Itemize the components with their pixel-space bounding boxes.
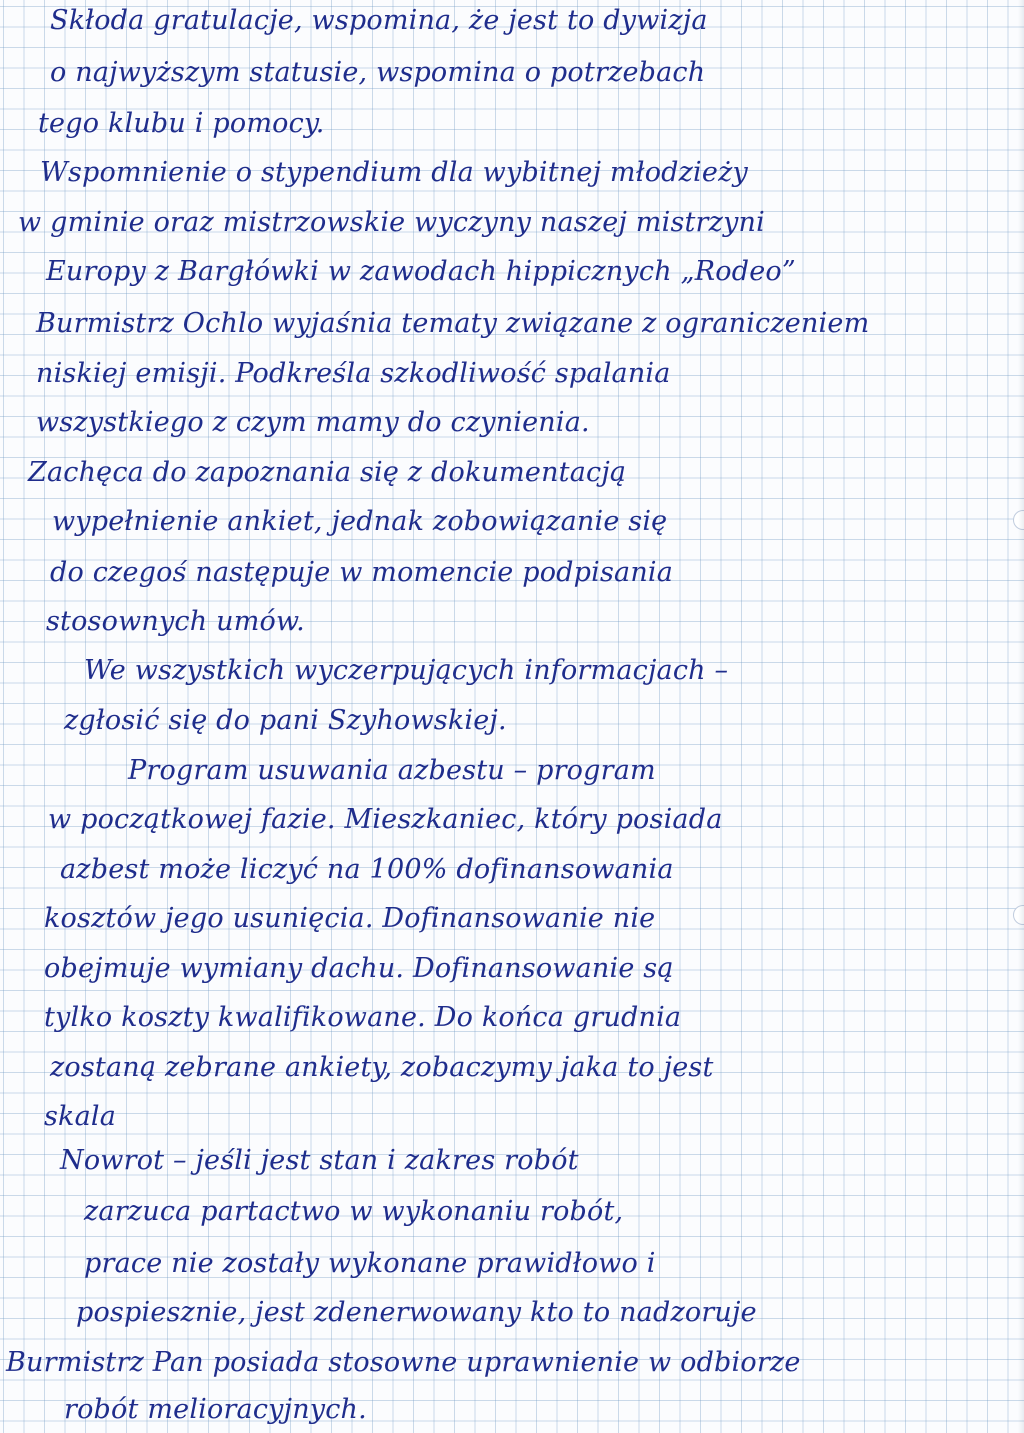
page-edge-shadow (1018, 0, 1024, 1433)
handwritten-line-4: Wspomnienie o stypendium dla wybitnej młodzieży (40, 157, 748, 188)
handwritten-line-10: Zachęca do zapoznania się z dokumentacją (28, 457, 627, 488)
handwritten-line-8: niskiej emisji. Podkreśla szkodliwość spalania (36, 358, 671, 389)
handwritten-line-12: do czegoś następuje w momencie podpisania (50, 557, 674, 588)
handwritten-line-20: obejmuje wymiany dachu. Dofinansowanie są (44, 953, 674, 984)
handwritten-line-23: skala (44, 1101, 117, 1132)
handwritten-line-7: Burmistrz Ochlo wyjaśnia tematy związane z ograniczeniem (36, 308, 870, 339)
handwritten-line-24: Nowrot – jeśli jest stan i zakres robót (60, 1145, 579, 1176)
handwritten-line-19: kosztów jego usunięcia. Dofinansowanie nie (44, 903, 656, 934)
handwritten-line-9: wszystkiego z czym mamy do czynienia. (36, 407, 590, 438)
handwritten-line-1: Skłoda gratulacje, wspomina, że jest to dywizja (50, 5, 708, 36)
handwritten-line-27: pospiesznie, jest zdenerwowany kto to nadzoruje (76, 1297, 757, 1328)
handwritten-line-17: w początkowej fazie. Mieszkaniec, który posiada (48, 804, 723, 835)
handwritten-line-14: We wszystkich wyczerpujących informacjach – (84, 655, 729, 686)
handwritten-line-13: stosownych umów. (46, 606, 305, 637)
handwritten-line-16: Program usuwania azbestu – program (128, 755, 656, 786)
handwritten-line-28: Burmistrz Pan posiada stosowne uprawnienie w odbiorze (6, 1347, 801, 1378)
handwritten-line-18: azbest może liczyć na 100% dofinansowania (60, 854, 674, 885)
handwritten-line-26: prace nie zostały wykonane prawidłowo i (84, 1248, 656, 1279)
handwritten-line-25: zarzuca partactwo w wykonaniu robót, (84, 1196, 624, 1227)
handwritten-line-21: tylko koszty kwalifikowane. Do końca grudnia (44, 1002, 682, 1033)
handwritten-line-22: zostaną zebrane ankiety, zobaczymy jaka to jest (50, 1052, 714, 1083)
handwritten-line-29: robót melioracyjnych. (64, 1394, 367, 1425)
handwritten-line-3: tego klubu i pomocy. (38, 108, 325, 139)
handwritten-line-11: wypełnienie ankiet, jednak zobowiązanie się (52, 506, 668, 537)
handwritten-line-2: o najwyższym statusie, wspomina o potrzebach (50, 57, 706, 88)
handwritten-line-5: w gminie oraz mistrzowskie wyczyny naszej mistrzyni (18, 207, 765, 238)
handwritten-line-15: zgłosić się do pani Szyhowskiej. (64, 705, 507, 736)
handwritten-line-6: Europy z Bargłówki w zawodach hippicznych „Rodeo” (46, 256, 796, 287)
